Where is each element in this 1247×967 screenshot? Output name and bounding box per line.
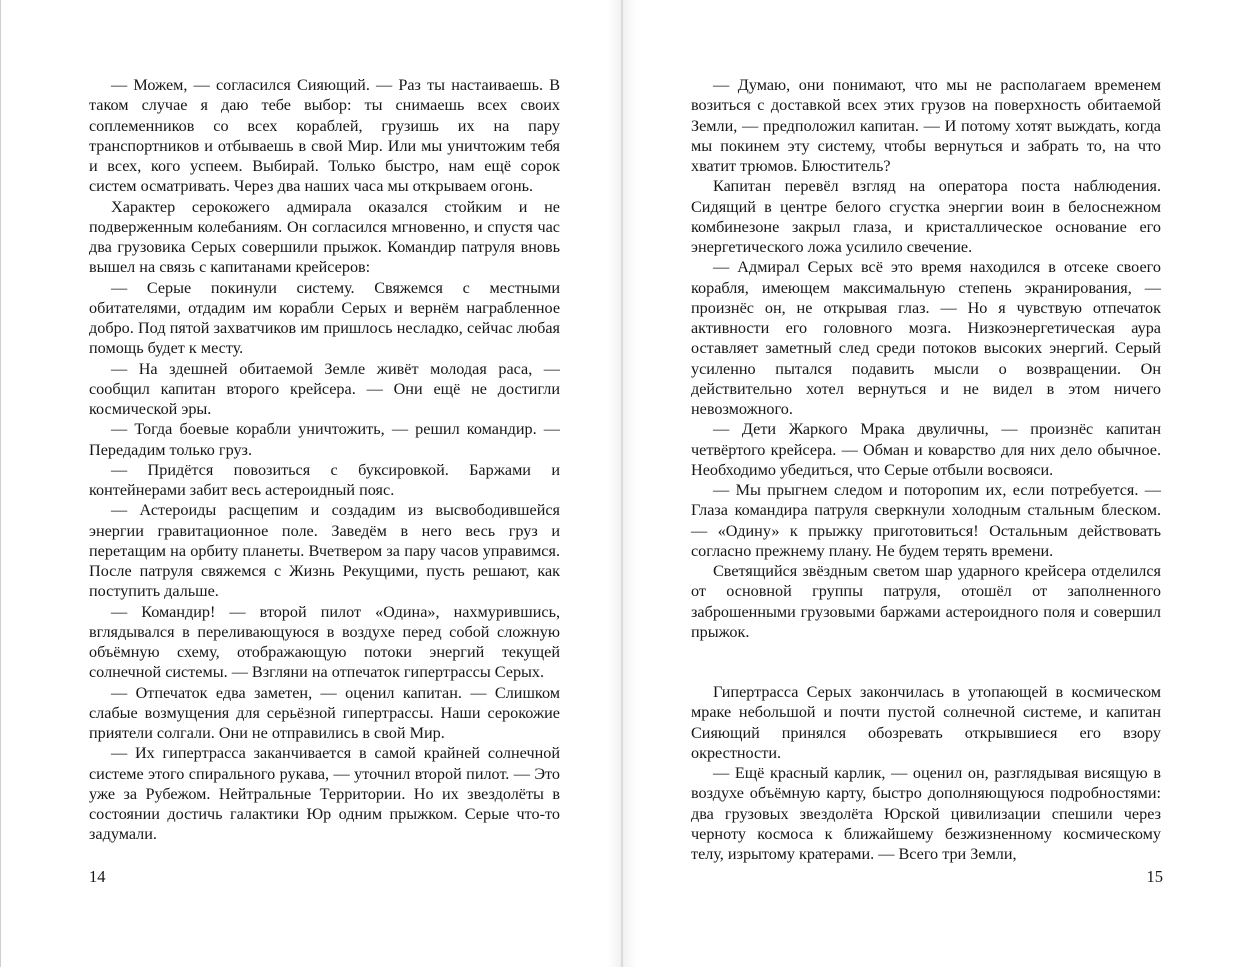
right-page-text (691, 75, 1161, 864)
paragraph: — Их гипертрасса заканчивается в самой крайней солнечной системе этого спирального рукава, — уточнил второй пилот. — Это уже за Рубежом. Нейтральные Территории. Но их звездолёты в состоянии достичь галактики Юр одним прыжком. Серые что-то задумали. (89, 744, 560, 844)
section-break (691, 642, 1161, 682)
paragraph: — Астероиды расщепим и создадим из высвободившейся энергии гравитационное поле. Заведём в него весь груз и перетащим на орбиту планеты. Вчетвером за пару часов управимся. После патруля свяжемся с Жизнь Рекущими, пусть решают, как поступить дальше. (89, 501, 560, 601)
paragraph: — Придётся повозиться с буксировкой. Баржами и контейнерами забит весь астероидный пояс. (89, 460, 560, 499)
page-number-left: 14 (89, 867, 106, 886)
paragraph: Светящийся звёздным светом шар ударного крейсера отделился от основной группы патруля, отошёл от заполненного заброшенными грузовыми баржами астероидного поля и совершил прыжок. (691, 562, 1161, 641)
left-page-text (89, 75, 560, 845)
paragraph: — Ещё красный карлик, — оценил он, разглядывая висящую в воздухе объёмную карту, быстро дополняющуюся подробностями: два грузовых звездолёта Юрской цивилизации спешили через черноту космоса к ближайшему безжизненному космическому телу, изрытому кратерами. — Всего три Земли, (691, 764, 1161, 863)
paragraph: — Тогда боевые корабли уничтожить, — решил командир. — Передадим только груз. (89, 420, 560, 459)
left-page (0, 0, 622, 967)
paragraph: Капитан перевёл взгляд на оператора поста наблюдения. Сидящий в центре белого сгустка энергии воин в белоснежном комбинезоне закрыл глаза, и кристаллическое основание его энергетического ложа усилило свечение. (691, 177, 1161, 256)
paragraph: — Думаю, они понимают, что мы не располагаем временем возиться с доставкой всех этих грузов на поверхность обитаемой Земли, — предположил капитан. — И потому хотят выждать, когда мы покинем эту систему, чтобы вернуться и забрать то, на что хватит трюмов. Блюститель? (691, 76, 1161, 175)
paragraph: — Можем, — согласился Сияющий. — Раз ты настаиваешь. В таком случае я даю тебе выбор: ты снимаешь всех своих соплеменников со всех кораблей, грузишь их на пару транспортников и отбываешь в свой Мир. Или мы уничтожим тебя и всех, кого успеем. Выбирай. Только быстро, нам ещё сорок систем осматривать. Через два наших часа мы открываем огонь. (89, 76, 560, 196)
paragraph: — Серые покинули систему. Свяжемся с местными обитателями, отдадим им корабли Серых и вернём награбленное добро. Под пятой захватчиков им пришлось несладко, сейчас любая помощь будет к месту. (89, 278, 560, 358)
paragraph: — Отпечаток едва заметен, — оценил капитан. — Слишком слабые возмущения для серьёзной гипертрассы. Наши серокожие приятели солгали. Они не отправились в свой Мир. (89, 683, 560, 742)
paragraph: Характер серокожего адмирала оказался стойким и не подверженным колебаниям. Он согласился мгновенно, и спустя час два грузовика Серых совершили прыжок. Командир патруля вновь вышел на связь с капитанами крейсеров: (89, 197, 560, 277)
paragraph: — Адмирал Серых всё это время находился в отсеке своего корабля, имеющем максимальную степень экранирования, — произнёс он, не открывая глаз. — Но я чувствую отпечаток активности его головного мозга. Низкоэнергетическая аура оставляет заметный след среди потоков высоких энергий. Серый усиленно пытался подавить мысли о возвращении. Он действительно хотел вернуться и не видел в этом ничего невозможного. (691, 258, 1161, 418)
paragraph: Гипертрасса Серых закончилась в утопающей в космическом мраке небольшой и почти пустой солнечной системе, и капитан Сияющий принялся обозревать открывшиеся его взору окрестности. (691, 683, 1161, 762)
paragraph: — Командир! — второй пилот «Одина», нахмурившись, вглядывался в переливающуюся в воздухе перед собой сложную объёмную схему, отображающую потоки энергий текущей солнечной системы. — Взгляни на отпечаток гипертрассы Серых. (89, 602, 560, 682)
right-page (622, 0, 1247, 967)
paragraph: — Дети Жаркого Мрака двуличны, — произнёс капитан четвёртого крейсера. — Обман и коварство для них дело обычное. Необходимо убедиться, что Серые отбыли восвояси. (691, 420, 1161, 479)
paragraph: — Мы прыгнем следом и поторопим их, если потребуется. — Глаза командира патруля сверкнули холодным стальным блеском. — «Одину» к прыжку приготовиться! Остальным действовать согласно прежнему плану. Не будем терять времени. (691, 481, 1161, 560)
paragraph: — На здешней обитаемой Земле живёт молодая раса, — сообщил капитан второго крейсера. — Они ещё не достигли космической эры. (89, 359, 560, 418)
page-number-right: 15 (1146, 867, 1163, 886)
book-gutter-shadow (607, 0, 637, 967)
